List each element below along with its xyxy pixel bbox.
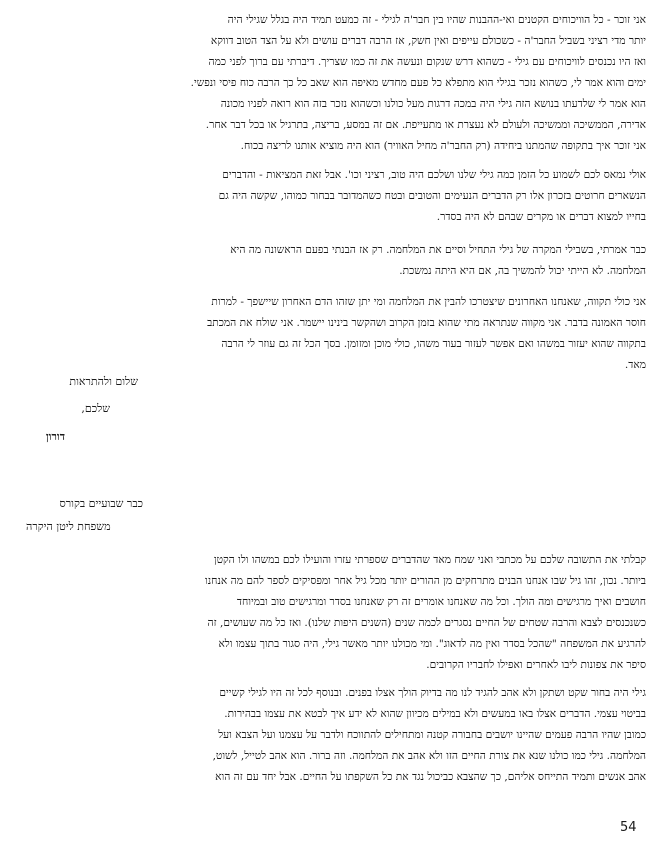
text-line: אני כולי תקווה, שאנחנו האחרונים שיצטרכו להבין את המלחמה ומי יתן שזהו הדם האחרון שיישפך - למרות bbox=[211, 296, 646, 308]
text-line: הנשארים חרוטים בזכרון אלו רק הדברים הנעימים והטובים ובטח כשהמדובר בבחור כמוהו, שקשה היה גם bbox=[218, 190, 646, 202]
text-line: להרגיע את המשפחה "שהכל בסדר ואין מה לדאוג". ומי מכולנו יותר מאשר גילי, היה סגור בתוך עצמו ולא bbox=[218, 638, 646, 650]
text-line: בחייו למצוא דברים או מקרים שבהם לא היה בסדר. bbox=[436, 211, 646, 223]
text-line: כמובן שהיו הרבה פעמים שהיינו יושבים בחבורה קטנה ומתחילים להתווכח ולדבר על עצמנו ועל הצבא ועל bbox=[218, 729, 646, 741]
closing-line: שלכם, bbox=[81, 402, 110, 415]
text-line: בביטוי עצמי. הדברים אצלו באו במעשים ולא במילים מכיוון שהוא לא ידע איך לבטא את עצמו בבהירות. bbox=[224, 708, 646, 720]
text-line: סיפר את צפונות ליבו לאחרים ואפילו לחבריו הקרובים. bbox=[426, 659, 646, 671]
text-line: בתקווה שהוא יעזור במשהו ואם אפשר לעזור בעוד משהו, כולי מוכן ומזומן. בסך הכל זה גם עוזר לי הרבה bbox=[221, 338, 646, 350]
text-line: יותר מדי רציני בשביל החבר'ה - כשכולם עייפים ואין חשק, אז הרבה דברים עושים ולא על הצד הטוב דווקא bbox=[210, 35, 646, 47]
text-line: אולי נמאס לכם לשמוע כל הזמן כמה גילי שלנו ושלכם היה טוב, רציני וכו'. אבל זאת המציאות - והדברים bbox=[222, 169, 646, 181]
text-line: חושבים ואיך מרגישים ומה הולך. וכל מה שאנחנו אומרים זה רק שאנחנו בסדר ומרגישים טוב ובמיוחד bbox=[236, 596, 646, 608]
text-line: כשנכנסים לצבא והרבה שטחים של החיים נסגרים לכמה שנים (השנים היפות שלנו). ואז כל מה שעושים, זה bbox=[207, 617, 646, 629]
letter1-paragraph-2 bbox=[26, 165, 646, 228]
closing-line: שלום ולהתראות bbox=[69, 375, 138, 388]
dateline: כבר שבועיים בקורס bbox=[59, 497, 143, 510]
text-line: ואז היו נכנסים לוויכוחים עם גילי - כשהוא דרש שנקום ונעשה את זה כמו שצריך. דיברתי עם ברוך לפני כמה bbox=[208, 56, 646, 68]
text-line: גילי היה בחור שקט ושתקן ולא אהב להגיד לנו מה בדיוק הולך אצלו בפנים. ובנוסף לכל זה היו לגילי קשיים bbox=[219, 687, 646, 699]
page-number: 54 bbox=[620, 820, 637, 835]
text-line: המלחמה. לא הייתי יכול להמשיך בה, אם היא היתה נמשכת. bbox=[399, 265, 646, 277]
text-line: חוסר האמונה בדבר. אני מקווה שנתראה מתי שהוא בזמן הקרוב ושהקשר בינינו יישמר. אני שולח את המכתב bbox=[207, 317, 646, 329]
letter1-paragraph-1 bbox=[26, 10, 646, 157]
letter1-paragraph-3 bbox=[26, 240, 646, 282]
text-line: ימים והוא אמר לי, כשהוא נזכר בגילי הוא מתפלא כל פעם מחדש מאיפה הוא שאב כל כך הרבה כוח פיסי ונפשי. bbox=[190, 77, 646, 89]
letter1-paragraph-4 bbox=[26, 292, 646, 376]
text-line: מאד. bbox=[624, 359, 646, 371]
text-line: כבר אמרתי, בשבילי המקרה של גילי התחיל וסיים את המלחמה. רק אז הבנתי בפעם הראשונה מה היא bbox=[230, 244, 646, 256]
text-line: אני זוכר - כל הוויכוחים הקטנים ואי-ההבנות שהיו בין חבר'ה לגילי - זה כמעט תמיד היה בגלל שגילי היה bbox=[227, 14, 646, 26]
letter2-paragraph-1 bbox=[26, 550, 646, 676]
text-line: המלחמה. גילי כמו כולנו שנא את צורת החיים הזו ולא אהב את המלחמה. וזה ברור. הוא אהב לטייל, לשוט, bbox=[212, 750, 646, 762]
text-line: אהב אנשים ותמיד התייחס אליהם, כך שהצבא כביכול נגד את כל השקפתו על החיים. אבל יחד עם זה הוא bbox=[215, 771, 646, 783]
text-line: קבלתי את התשובה שלכם על מכתבי ואני שמח מאד שהדברים שספרתי עזרו והועילו לכם במשהו ולו הקטן bbox=[213, 554, 646, 566]
signature: דורון bbox=[45, 430, 65, 443]
letter2-paragraph-2 bbox=[26, 683, 646, 788]
text-line: הוא אמר לי שלדעתו בנושא הזה גילי היה במכה דרגות מעל כולנו וכשהוא נזכר בזה הוא רואה לפניו מכונה bbox=[220, 98, 646, 110]
text-line: אדירה, הממשיכה וממשיכה ולעולם לא נעצרת או מתעייפת. אם זה במסע, בריצה, בתרגיל או בכל דבר אחר. bbox=[205, 119, 646, 131]
text-line: ביותר. נכון, זהו גיל שבו אנחנו הבנים מתרחקים מן ההורים יותר מכל גיל אחר ומפסיקים לספר להם מה אנחנו bbox=[205, 575, 646, 587]
salutation: משפחת ליטן היקרה bbox=[26, 520, 111, 533]
text-line: אני זוכר איך בתקופה שהמתנו ביחידה (רק החבר'ה מחיל האוויר) הוא היה מוציא אותנו לריצה בכוח. bbox=[240, 140, 646, 152]
